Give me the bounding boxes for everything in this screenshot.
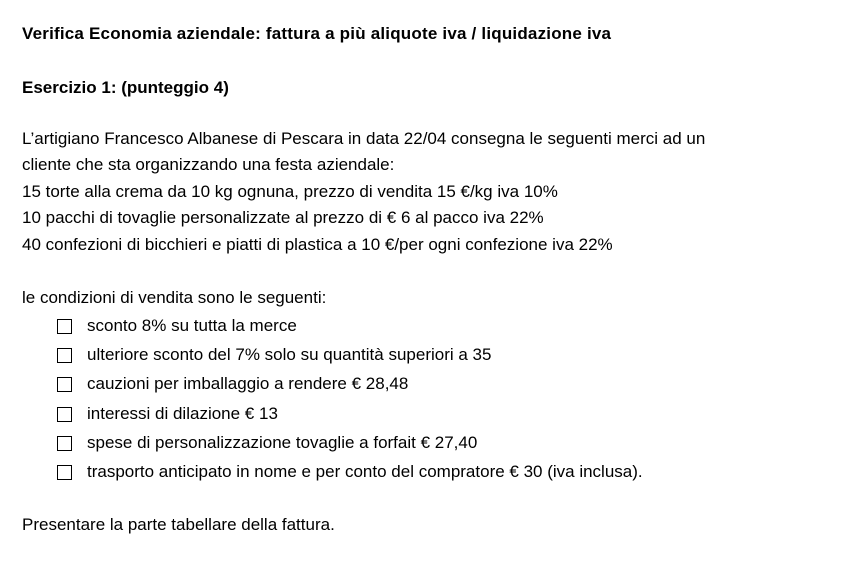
closing-instruction: Presentare la parte tabellare della fattura. bbox=[22, 515, 335, 534]
paragraph-line: 10 pacchi di tovaglie personalizzate al prezzo di € 6 al pacco iva 22% bbox=[22, 208, 544, 227]
condition-label: sconto 8% su tutta la merce bbox=[87, 316, 297, 335]
checkbox-icon bbox=[57, 436, 72, 451]
paragraph-line: 40 confezioni di bicchieri e piatti di plastica a 10 €/per ogni confezione iva 22% bbox=[22, 235, 613, 254]
conditions-intro: le condizioni di vendita sono le seguenti: bbox=[22, 288, 327, 307]
condition-label: spese di personalizzazione tovaglie a forfait € 27,40 bbox=[87, 433, 478, 452]
checkbox-icon bbox=[57, 348, 72, 363]
condition-item bbox=[57, 433, 477, 453]
condition-item bbox=[57, 374, 408, 394]
exercise-heading: Esercizio 1: (punteggio 4) bbox=[22, 78, 229, 97]
paragraph-line: cliente che sta organizzando una festa aziendale: bbox=[22, 155, 395, 174]
condition-label: cauzioni per imballaggio a rendere € 28,48 bbox=[87, 374, 409, 393]
condition-label: ulteriore sconto del 7% solo su quantità superiori a 35 bbox=[87, 345, 492, 364]
paragraph-line: L’artigiano Francesco Albanese di Pescara in data 22/04 consegna le seguenti merci ad un bbox=[22, 129, 706, 148]
condition-item bbox=[57, 345, 491, 365]
condition-label: trasporto anticipato in nome e per conto del compratore € 30 (iva inclusa). bbox=[87, 462, 643, 481]
condition-item bbox=[57, 316, 297, 336]
checkbox-icon bbox=[57, 319, 72, 334]
checkbox-icon bbox=[57, 377, 72, 392]
checkbox-icon bbox=[57, 465, 72, 480]
condition-label: interessi di dilazione € 13 bbox=[87, 404, 278, 423]
document-title: Verifica Economia aziendale: fattura a più aliquote iva / liquidazione iva bbox=[22, 24, 612, 43]
condition-item bbox=[57, 404, 278, 424]
paragraph-line: 15 torte alla crema da 10 kg ognuna, prezzo di vendita 15 €/kg iva 10% bbox=[22, 182, 558, 201]
condition-item bbox=[57, 462, 643, 482]
checkbox-icon bbox=[57, 407, 72, 422]
